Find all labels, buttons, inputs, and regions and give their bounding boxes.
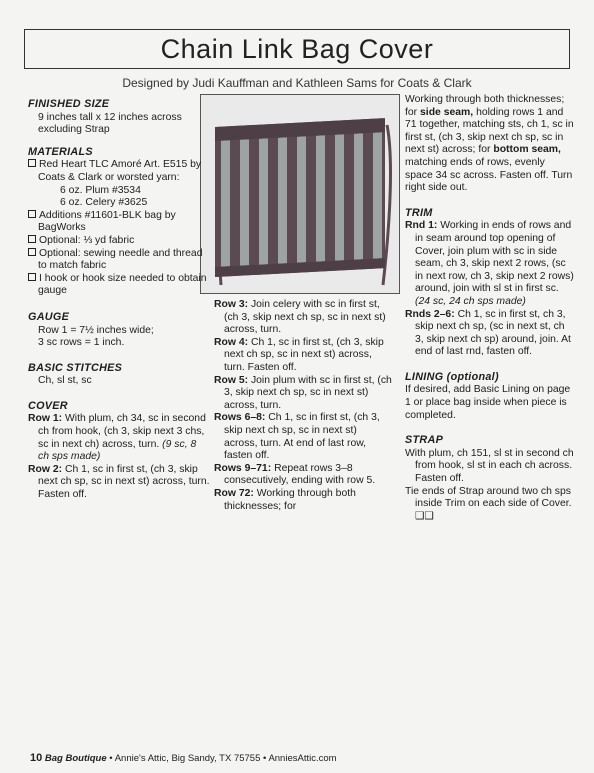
checkbox-icon	[28, 273, 36, 281]
cover-row-2: Row 2: Ch 1, sc in first st, (ch 3, skip next ch sp, sc in next st) across, turn. Fasten off.	[28, 463, 210, 501]
page-title: Chain Link Bag Cover	[160, 33, 434, 64]
column-middle	[214, 299, 392, 513]
cover-row-4: Row 4: Ch 1, sc in first st, (ch 3, skip next ch sp, sc in next st) across, turn. Fasten off.	[214, 336, 384, 373]
stripe	[278, 137, 287, 263]
stripe	[259, 138, 268, 264]
strap-heading: STRAP	[405, 434, 444, 447]
strap-paragraph: With plum, ch 151, sl st in second ch from hook, sl st in each ch across. Fasten off.	[405, 447, 574, 485]
publisher-info: • Annie's Attic, Big Sandy, TX 75755 • AnniesAttic.com	[109, 753, 337, 764]
checkbox-icon	[28, 248, 36, 256]
cover-row-5: Row 5: Join plum with sc in first st, (ch 3, skip next ch sp, sc in next st) across, turn.	[214, 374, 392, 411]
strap-paragraph: Tie ends of Strap around two ch sps inside Trim on each side of Cover. ❑❑	[405, 485, 572, 522]
checkbox-icon	[28, 159, 36, 167]
column-right	[405, 94, 575, 523]
stripe	[373, 132, 382, 258]
gauge-line: Row 1 = 7½ inches wide;	[38, 324, 154, 336]
materials-item: Optional: ⅓ yd fabric	[28, 235, 210, 248]
finished-size-heading: FINISHED SIZE	[28, 98, 110, 110]
gauge-heading: GAUGE	[28, 310, 70, 323]
title-box	[24, 29, 570, 69]
checkbox-icon	[28, 235, 36, 243]
stripe	[221, 140, 230, 266]
lining-text: If desired, add Basic Lining on page 1 or place bag inside when piece is completed.	[405, 384, 571, 421]
gauge-line: 3 sc rows = 1 inch.	[38, 337, 125, 349]
cover-row-72-continued: Working through both thicknesses; for side seam, holding rows 1 and 71 together, matching sts, ch 1, sc in first st, (ch 3, skip next ch sp, sc in next st) across; for bottom seam, matching ends of rows, evenly space 34 sc across. Fasten off. Turn right side out.	[405, 94, 574, 194]
materials-item: Red Heart TLC Amoré Art. E515 by Coats & Clark or worsted yarn:	[28, 159, 210, 184]
materials-sub-item: 6 oz. Celery #3625	[60, 197, 148, 209]
materials-heading: MATERIALS	[28, 145, 93, 158]
materials-item: I hook or hook size needed to obtain gauge	[28, 273, 210, 298]
book-title: Bag Boutique	[44, 753, 107, 764]
finished-size-text: 9 inches tall x 12 inches across excluding Strap	[38, 111, 182, 136]
cover-row-1: Row 1: With plum, ch 34, sc in second ch from hook, (ch 3, skip next 3 chs, sc in next ch) across, turn. (9 sc, 8 ch sps made)	[28, 413, 206, 463]
trim-rnd-1: Rnd 1: Working in ends of rows and in seam around top opening of Cover, join plum with sc in side seam, ch 3, skip next 2 rows, (sc in next row, ch 3, skip next 2 rows) around, join with sl st in first sc. (24 sc, 24 ch sps made)	[405, 220, 574, 307]
end-mark-icon: ❑❑	[415, 510, 434, 522]
materials-sub-item: 6 oz. Plum #3534	[60, 184, 141, 196]
trim-rnds-2-6: Rnds 2–6: Ch 1, sc in first st, ch 3, skip next ch sp, (sc in next st, ch 3, skip next ch sp) around, join. At end of last rnd, fasten off.	[405, 308, 571, 358]
lining-heading: LINING (optional)	[405, 370, 499, 383]
stripe	[297, 136, 306, 262]
cover-row-3: Row 3: Join celery with sc in first st, (ch 3, skip next ch sp, sc in next st) across, turn.	[214, 299, 386, 336]
stripe	[354, 133, 363, 259]
checkbox-icon	[28, 210, 36, 218]
stripe	[335, 134, 344, 260]
column-left	[28, 98, 210, 502]
basic-stitches-text: Ch, sl st, sc	[38, 375, 92, 387]
cover-row-72: Row 72: Working through both thicknesses; for	[214, 487, 356, 512]
basic-stitches-heading: BASIC STITCHES	[28, 361, 123, 374]
stripe	[240, 139, 249, 265]
page-number: 10	[30, 752, 43, 764]
materials-item: Optional: sewing needle and thread to match fabric	[28, 248, 210, 273]
bag-illustration	[201, 95, 399, 293]
cover-rows-6-8: Rows 6–8: Ch 1, sc in first st, (ch 3, skip next ch sp, sc in next st) across, turn. At end of last row, fasten off.	[214, 412, 380, 462]
cover-rows-9-71: Rows 9–71: Repeat rows 3–8 consecutively, ending with row 5.	[214, 462, 376, 487]
materials-item: Additions #11601-BLK bag by BagWorks	[28, 210, 210, 235]
designer-credit: Designed by Judi Kauffman and Kathleen Sams for Coats & Clark	[122, 76, 472, 90]
bag-photo	[200, 94, 400, 294]
stripe	[316, 135, 325, 261]
cover-heading: COVER	[28, 399, 68, 412]
page-footer	[30, 752, 337, 764]
trim-heading: TRIM	[405, 206, 433, 219]
